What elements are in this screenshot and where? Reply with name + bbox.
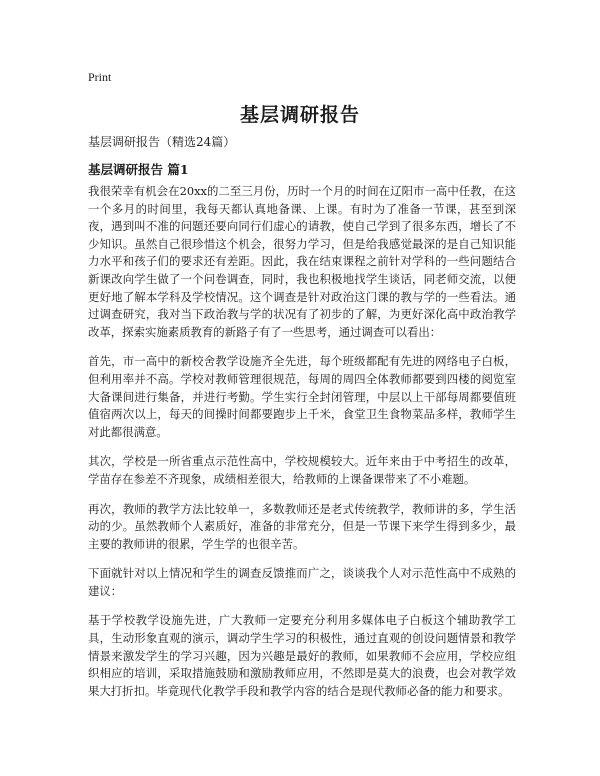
body-paragraph: 其次，学校是一所省重点示范性高中，学校规模较大。近年来由于中考招生的改革，学苗存在参差不齐现象，成绩相差很大，给教师的上课备课带来了不小难题。	[88, 454, 516, 486]
document-title: 基层调研报告	[239, 104, 360, 126]
body-paragraph: 下面就针对以上情况和学生的调查反馈推而广之，谈谈我个人对示范性高中不成熟的建议：	[88, 566, 516, 598]
document-subtitle: 基层调研报告（精选24篇）	[88, 135, 236, 149]
section-heading: 基层调研报告 篇1	[88, 162, 189, 177]
print-link[interactable]: Print	[88, 70, 112, 84]
document-body	[88, 183, 516, 712]
body-paragraph: 首先，市一高中的新校舍教学设施齐全先进，每个班级都配有先进的网络电子白板，但利用率并不高。学校对教师管理很规范，每周的周四全体教师都要到四楼的阅览室大备课间进行集备，并进行考勤。学生实行全封闭管理，中层以上干部每周都要值班值宿两次以上，每天的间操时间都要跑步上千米，食堂卫生食物菜品多样，教师学生对此都很满意。	[88, 354, 516, 439]
body-paragraph: 再次，教师的教学方法比较单一，多数教师还是老式传统教学，教师讲的多，学生活动的少。虽然教师个人素质好，准备的非常充分，但是一节课下来学生得到多少，最主要的教师讲的很累，学生学的也很辛苦。	[88, 501, 516, 551]
body-paragraph: 基于学校教学设施先进，广大教师一定要充分利用多媒体电子白板这个辅助教学工具，生动形象直观的演示，调动学生学习的积极性，通过直观的创设问题情景和教学情景来激发学生的学习兴趣，因为兴趣是最好的教师，如果教师不会应用，学校应组织相应的培训，采取措施鼓励和激励教师应用，不然即是莫大的浪费，也会对教学效果大打折扣。毕竟现代化教学手段和教学内容的结合是现代教师必备的能力和要求。	[88, 613, 516, 698]
body-paragraph: 我很荣幸有机会在20xx的二至三月份，历时一个月的时间在辽阳市一高中任教，在这一个多月的时间里，我每天都认真地备课、上课。有时为了准备一节课，甚至到深夜，遇到叫不准的问题还要向同行们虚心的请教，使自己学到了很多东西，增长了不少知识。虽然自己很珍惜这个机会，很努力学习，但是给我感觉最深的是自己知识能力水平和孩子们的要求还有差距。因此，我在结束课程之前针对学科的一些问题结合新课改向学生做了一个问卷调查，同时，我也积极地找学生谈话，同老师交流，以便更好地了解本学科及学校情况。这个调查是针对政治这门课的教与学的一些看法。通过调查研究，我对当下政治教与学的状况有了初步的了解，为更好深化高中政治教学改革，探索实施素质教育的新路子有了一些思考，通过调查可以看出：	[88, 184, 516, 339]
